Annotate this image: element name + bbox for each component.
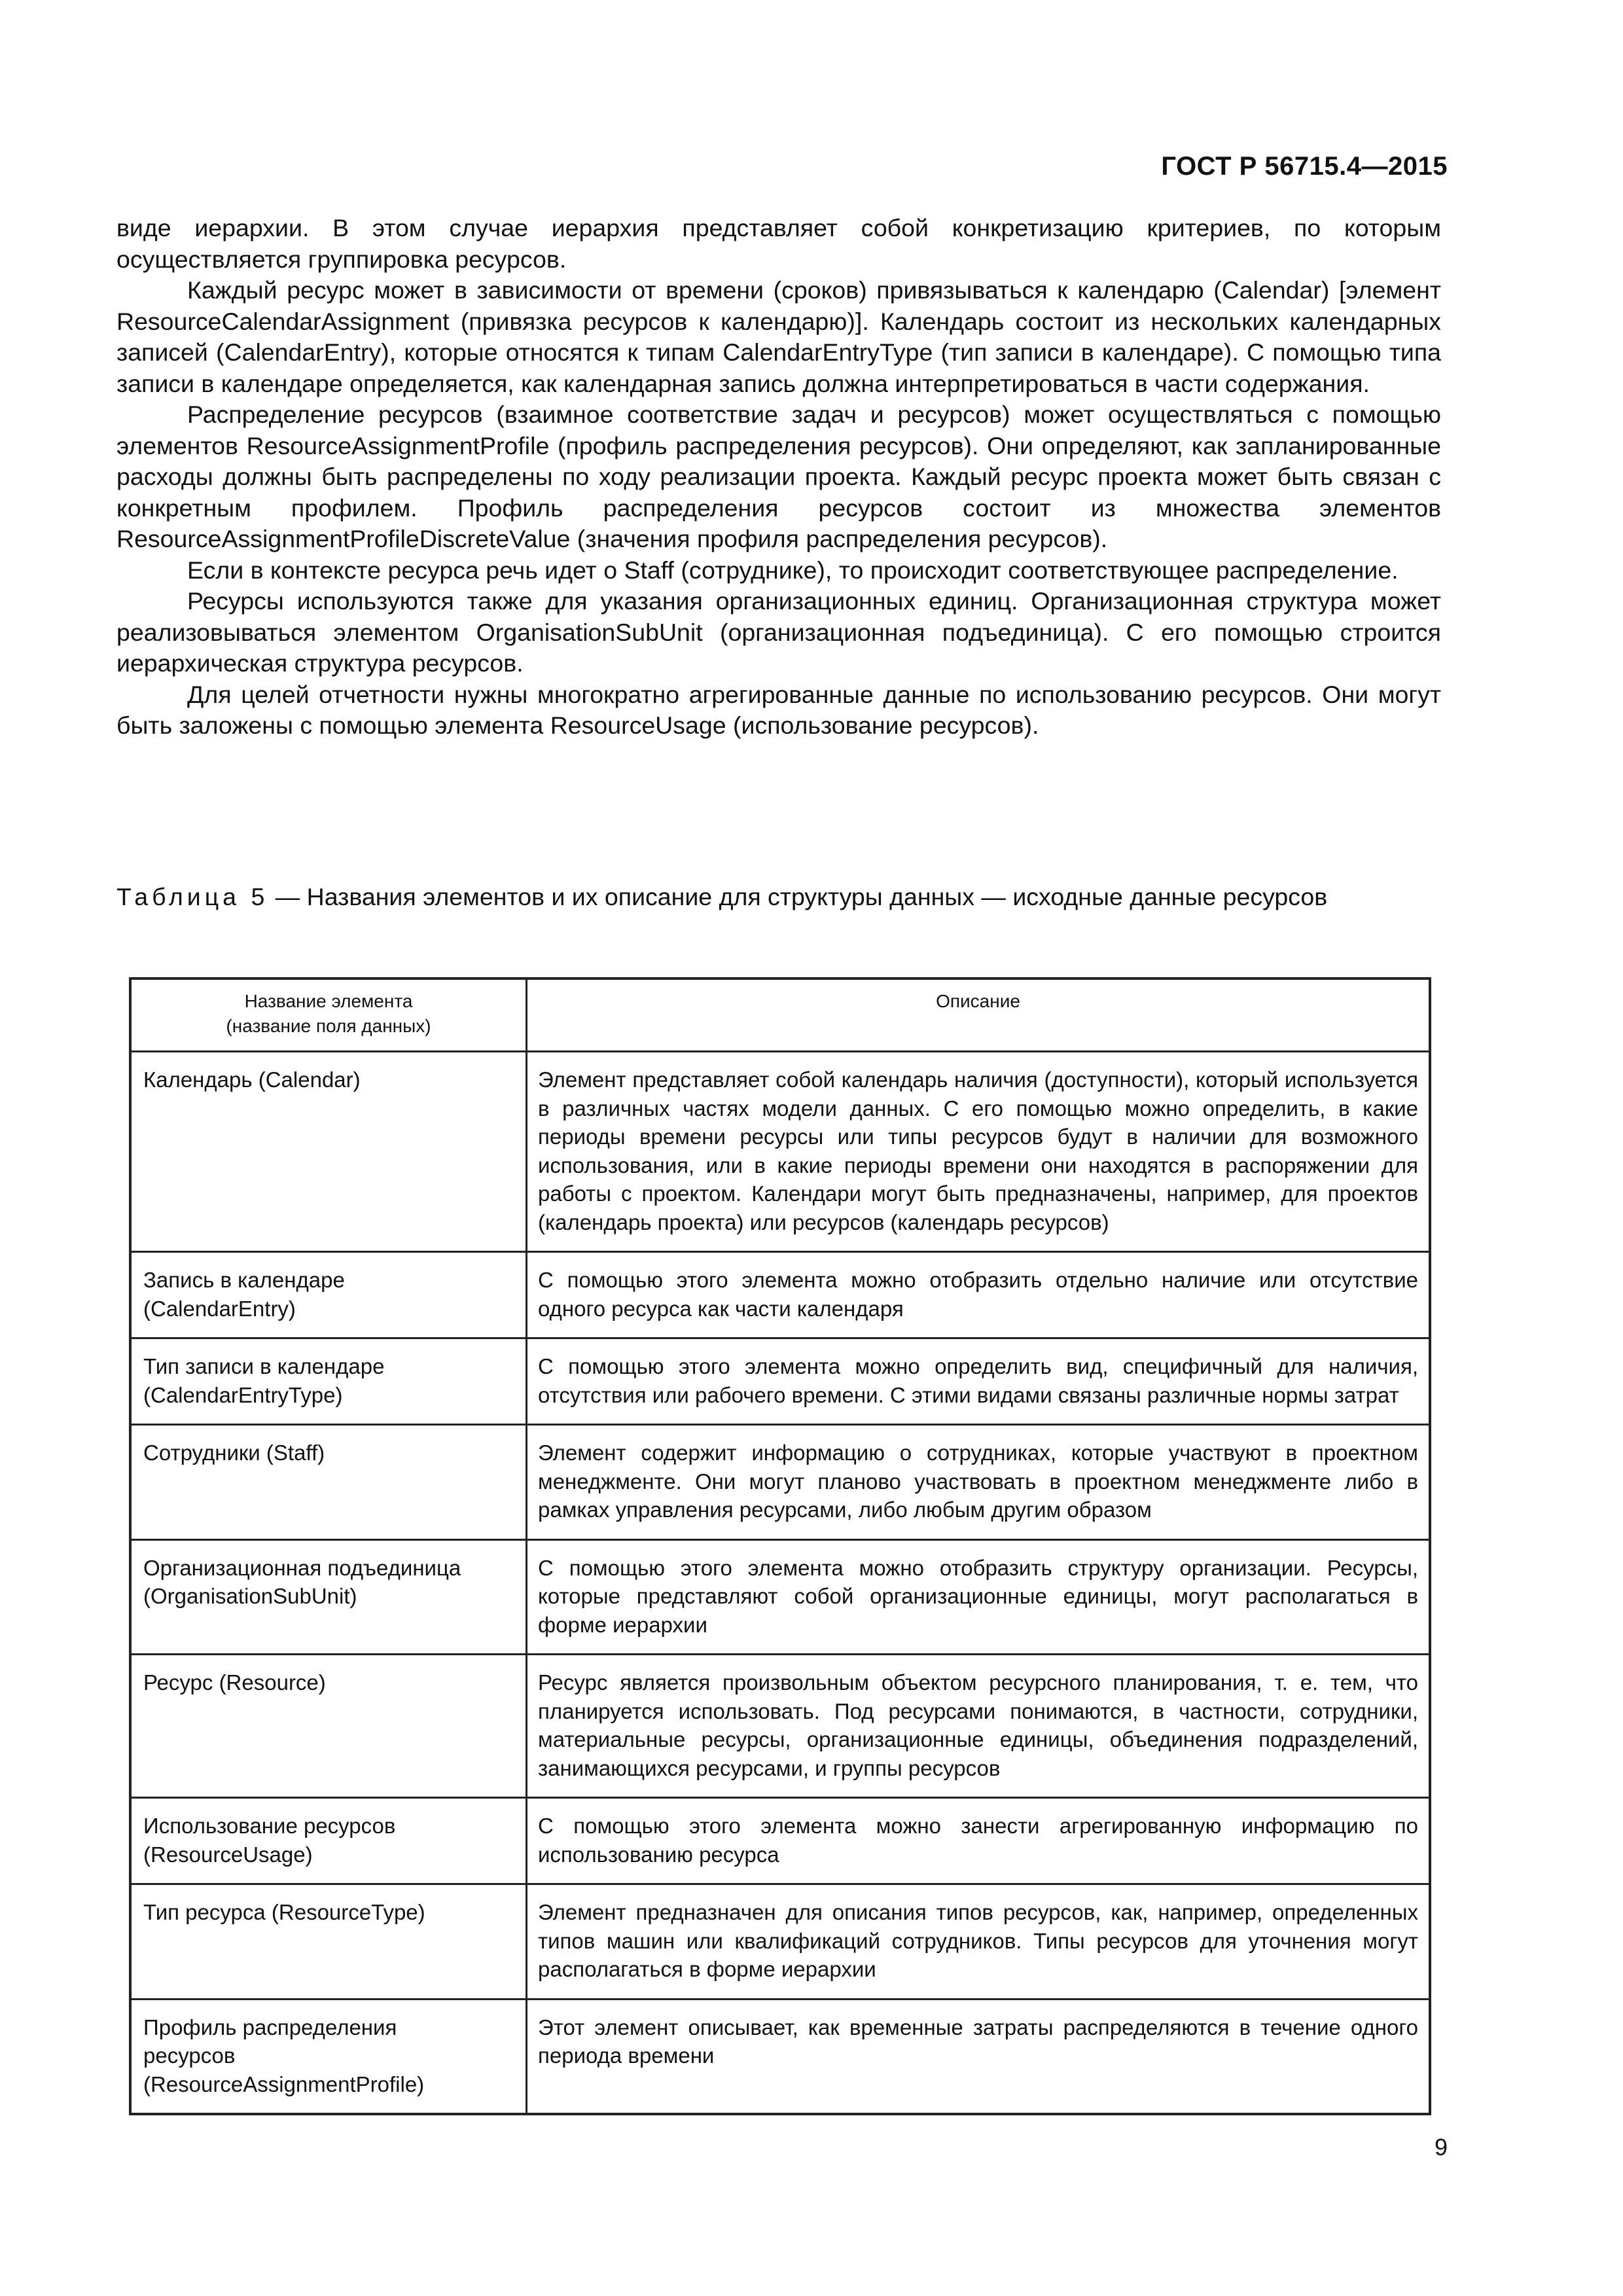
page-number: 9 [1434, 2134, 1448, 2161]
table-caption-text: — Названия элементов и их описание для структуры данных — исходные данные ресурсов [268, 883, 1328, 910]
elements-table [129, 977, 1431, 2115]
paragraph: Если в контексте ресурса речь идет о Staff (сотруднике), то происходит соответствующее распределение. [187, 556, 1399, 584]
table-row [130, 1798, 1430, 1884]
element-name-cell: Календарь (Calendar) [130, 1052, 527, 1252]
element-description-cell: С помощью этого элемента можно занести агрегированную информацию по использованию ресурса [527, 1798, 1431, 1884]
table-row [130, 1252, 1430, 1338]
paragraph: Каждый ресурс может в зависимости от времени (сроков) привязываться к календарю (Calendar) [элемент ResourceCalendarAssignment (привязка ресурсов к календарю)]. Календарь состоит из нескольких календарных записей (CalendarEntry), которые относятся к типам CalendarEntryType (тип записи в календаре). С помощью типа записи в календаре определяется, как календарная запись должна интерпретироваться в части содержания. [116, 276, 1441, 397]
table-header-row [130, 978, 1430, 1052]
body-text [116, 213, 1441, 742]
element-description-cell: С помощью этого элемента можно отобразить структуру организации. Ресурсы, которые представляют собой организационные единицы, могут располагаться в форме иерархии [527, 1539, 1431, 1655]
paragraph: Ресурсы используются также для указания организационных единиц. Организационная структура может реализовываться элементом OrganisationSubUnit (организационная подъединица). С его помощью строится иерархическая структура ресурсов. [116, 587, 1441, 677]
table-caption [116, 882, 1441, 913]
table-row [130, 1052, 1430, 1252]
element-name-cell: Организационная подъединица (OrganisationSubUnit) [130, 1539, 527, 1655]
column-header-description: Описание [527, 978, 1431, 1052]
element-name-cell: Профиль распределения ресурсов (ResourceAssignmentProfile) [130, 1999, 527, 2114]
table-caption-label: Таблица 5 [116, 883, 269, 910]
element-description-cell: Элемент представляет собой календарь наличия (доступности), который используется в различных частях модели данных. С его помощью можно определить, в какие периоды времени ресурсы или типы ресурсов будут в наличии для возможного использования, или в какие периоды времени они находятся в распоряжении для работы с проектом. Календари могут быть предназначены, например, для проектов (календарь проекта) или ресурсов (календарь ресурсов) [527, 1052, 1431, 1252]
column-header-name: Название элемента (название поля данных) [130, 978, 527, 1052]
element-description-cell: С помощью этого элемента можно отобразить отдельно наличие или отсутствие одного ресурса как части календаря [527, 1252, 1431, 1338]
table-row [130, 1338, 1430, 1425]
element-name-cell: Тип записи в календаре (CalendarEntryType) [130, 1338, 527, 1425]
element-description-cell: Ресурс является произвольным объектом ресурсного планирования, т. е. тем, что планируется использовать. Под ресурсами понимаются, в частности, сотрудники, материальные ресурсы, организационные единицы, объединения подразделений, занимающихся ресурсами, и группы ресурсов [527, 1655, 1431, 1798]
paragraph: Распределение ресурсов (взаимное соответствие задач и ресурсов) может осуществляться с помощью элементов ResourceAssignmentProfile (профиль распределения ресурсов). Они определяют, как запланированные расходы должны быть распределены по ходу реализации проекта. Каждый ресурс проекта может быть связан с конкретным профилем. Профиль распределения ресурсов состоит из множества элементов ResourceAssignmentProfileDiscreteValue (значения профиля распределения ресурсов). [116, 401, 1441, 552]
element-name-cell: Использование ресурсов (ResourceUsage) [130, 1798, 527, 1884]
paragraph: виде иерархии. В этом случае иерархия представляет собой конкретизацию критериев, по которым осуществляется группировка ресурсов. [116, 214, 1441, 273]
element-name-cell: Ресурс (Resource) [130, 1655, 527, 1798]
table-row [130, 1539, 1430, 1655]
element-name-cell: Запись в календаре (CalendarEntry) [130, 1252, 527, 1338]
table-row [130, 1655, 1430, 1798]
element-description-cell: Элемент содержит информацию о сотрудниках, которые участвуют в проектном менеджменте. Они могут планово участвовать в проектном менеджменте либо в рамках управления ресурсами, либо любым другим образом [527, 1425, 1431, 1540]
table-row [130, 1884, 1430, 2000]
element-name-cell: Сотрудники (Staff) [130, 1425, 527, 1540]
paragraph: Для целей отчетности нужны многократно агрегированные данные по использованию ресурсов. Они могут быть заложены с помощью элемента ResourceUsage (использование ресурсов). [116, 680, 1441, 739]
table-row [130, 1425, 1430, 1540]
table-row [130, 1999, 1430, 2114]
element-description-cell: Этот элемент описывает, как временные затраты распределяются в течение одного периода времени [527, 1999, 1431, 2114]
element-name-cell: Тип ресурса (ResourceType) [130, 1884, 527, 2000]
document-code: ГОСТ Р 56715.4—2015 [1161, 152, 1448, 181]
element-description-cell: С помощью этого элемента можно определить вид, специфичный для наличия, отсутствия или рабочего времени. С этими видами связаны различные нормы затрат [527, 1338, 1431, 1425]
element-description-cell: Элемент предназначен для описания типов ресурсов, как, например, определенных типов машин или квалификаций сотрудников. Типы ресурсов для уточнения могут располагаться в форме иерархии [527, 1884, 1431, 2000]
